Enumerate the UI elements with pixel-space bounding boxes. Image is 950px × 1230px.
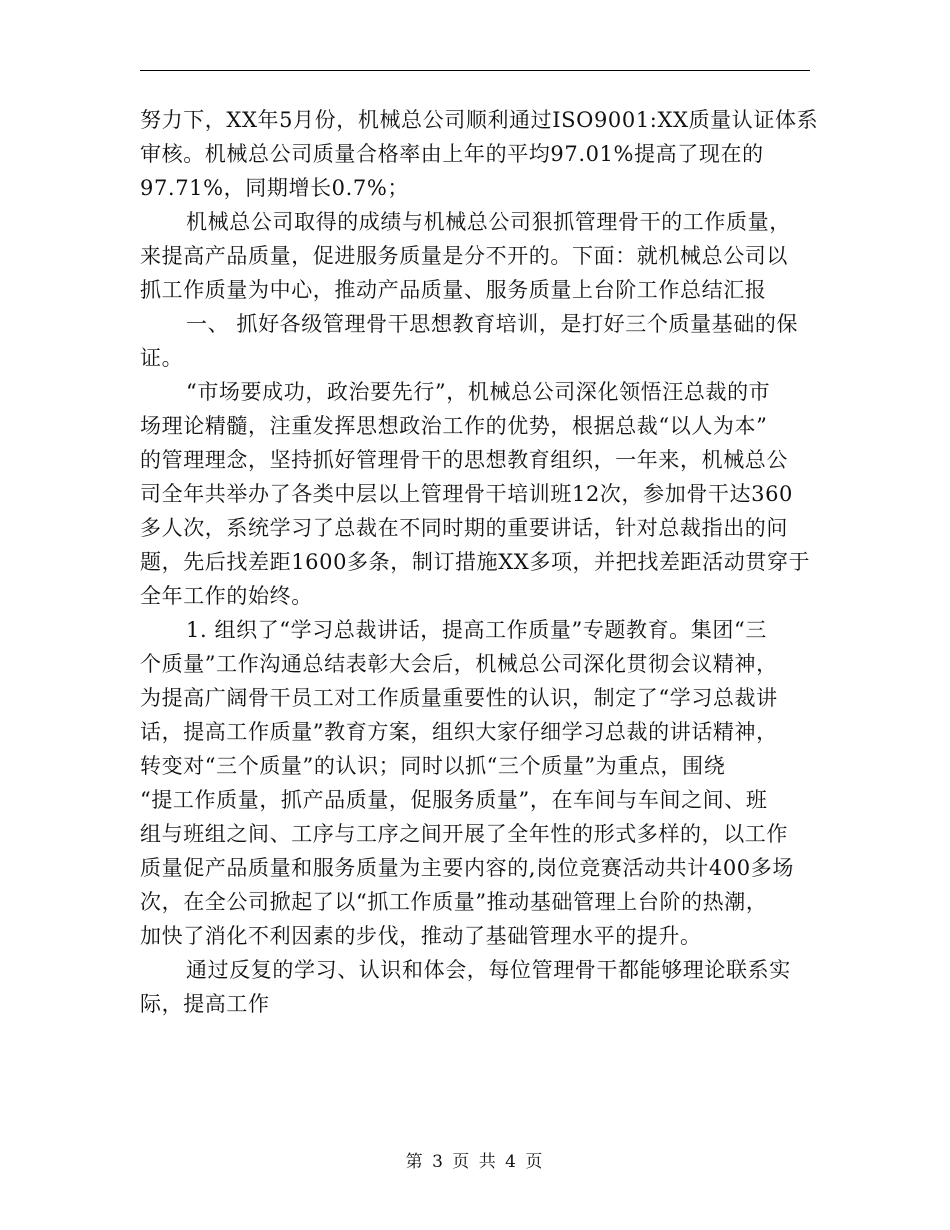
paragraph-start-line: 机械总公司取得的成绩与机械总公司狠抓管理骨干的工作质量， bbox=[186, 210, 791, 234]
text-line: 为提高广阔骨干员工对工作质量重要性的认识，制定了“学习总裁讲 bbox=[140, 686, 778, 710]
section-heading-line: 一、 抓好各级管理骨干思想教育培训，是打好三个质量基础的保 bbox=[186, 312, 799, 336]
text-line: 组与班组之间、工序与工序之间开展了全年性的形式多样的，以工作 bbox=[140, 822, 788, 846]
text-line: 话，提高工作质量”教育方案，组织大家仔细学习总裁的讲话精神， bbox=[140, 720, 778, 744]
text-line: 加快了消化不利因素的步伐，推动了基础管理水平的提升。 bbox=[140, 924, 702, 948]
text-line: 转变对“三个质量”的认识；同时以抓“三个质量”为重点，围绕 bbox=[140, 754, 726, 778]
paragraph-start-line: 通过反复的学习、认识和体会，每位管理骨干都能够理论联系实 bbox=[186, 958, 791, 982]
text-line: 次，在全公司掀起了以“抓工作质量”推动基础管理上台阶的热潮， bbox=[140, 890, 768, 914]
text-line: “提工作质量，抓产品质量，促服务质量”，在车间与车间之间、班 bbox=[140, 788, 768, 812]
text-line: 审核。机械总公司质量合格率由上年的平均97.01%提高了现在的 bbox=[140, 142, 764, 166]
body-text bbox=[140, 103, 819, 1021]
page-number-footer: 第 3 页 共 4 页 bbox=[405, 1152, 545, 1172]
text-line: 个质量”工作沟通总结表彰大会后，机械总公司深化贯彻会议精神， bbox=[140, 652, 778, 676]
text-line: 97.71%，同期增长0.7%； bbox=[140, 176, 410, 200]
text-line: 全年工作的始终。 bbox=[140, 584, 313, 608]
text-line: 司全年共举办了各类中层以上管理骨干培训班12次，参加骨干达360 bbox=[140, 482, 794, 506]
text-line: 质量促产品质量和服务质量为主要内容的,岗位竞赛活动共计400多场 bbox=[140, 856, 794, 880]
header-rule bbox=[140, 70, 810, 71]
section-heading-line: 证。 bbox=[140, 346, 184, 370]
text-line: 来提高产品质量，促进服务质量是分不开的。下面：就机械总公司以 bbox=[140, 244, 788, 268]
text-line: 场理论精髓，注重发挥思想政治工作的优势，根据总裁“以人为本” bbox=[140, 414, 768, 438]
text-line: 多人次，系统学习了总裁在不同时期的重要讲话，针对总裁指出的问 bbox=[140, 516, 788, 540]
text-line: 际，提高工作 bbox=[140, 992, 270, 1016]
list-item-line: 1. 组织了“学习总裁讲话，提高工作质量”专题教育。集团“三 bbox=[186, 618, 767, 642]
paragraph-start-line: “市场要成功，政治要先行”，机械总公司深化领悟汪总裁的市 bbox=[186, 380, 771, 404]
text-line: 题，先后找差距1600多条，制订措施XX多项，并把找差距活动贯穿于 bbox=[140, 550, 811, 574]
text-line: 抓工作质量为中心，推动产品质量、服务质量上台阶工作总结汇报 bbox=[140, 278, 767, 302]
text-line: 努力下，XX年5月份，机械总公司顺利通过ISO9001:XX质量认证体系 bbox=[140, 108, 819, 132]
text-line: 的管理理念，坚持抓好管理骨干的思想教育组织，一年来，机械总公 bbox=[140, 448, 788, 472]
